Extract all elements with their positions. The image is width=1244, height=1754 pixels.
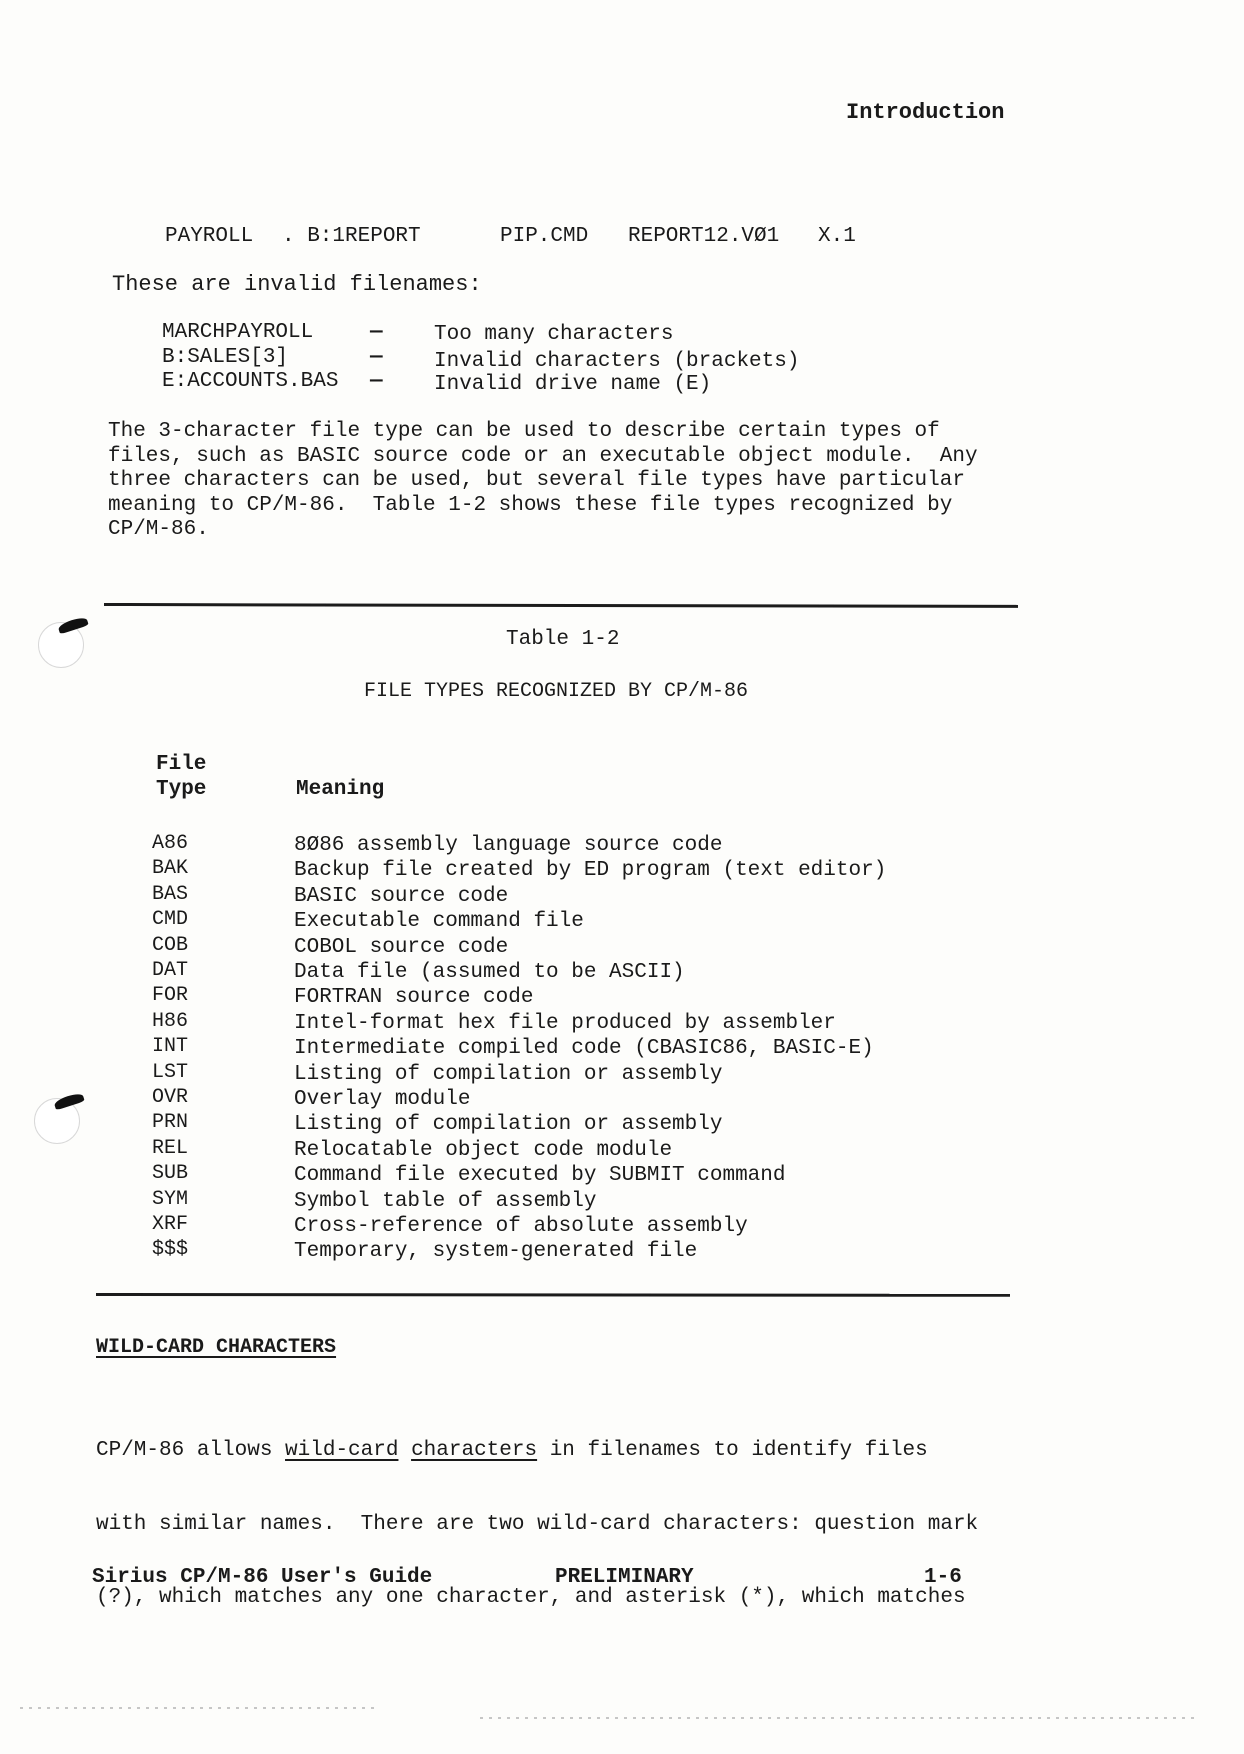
paragraph-line: (?), which matches any one character, and asterisk (*), which matches [96,1586,966,1609]
invalid-filename: MARCHPAYROLL [162,321,314,344]
file-type-meaning: Cross-reference of absolute assembly [294,1215,748,1238]
file-type-code: BAS [152,883,189,906]
defined-term: characters [411,1439,538,1462]
table-top-rule [104,603,1018,608]
paragraph-line: files, such as BASIC source code or an executable object module. Any [108,444,978,468]
footer-status: PRELIMINARY [555,1566,694,1589]
invalid-filename: B:SALES[3] [162,346,289,369]
file-type-code: INT [152,1035,189,1058]
dash-separator: — [370,346,383,369]
column-header-line: Type [156,778,207,801]
footer-guide-title: Sirius CP/M-86 User's Guide [92,1566,433,1589]
file-type-code: PRN [152,1111,189,1134]
dash-separator: — [370,370,383,393]
invalid-reason: Invalid drive name (E) [434,373,712,396]
file-type-code: REL [152,1137,189,1160]
file-type-code: FOR [152,984,189,1007]
file-type-code: COB [152,934,189,957]
file-type-code: LST [152,1061,189,1084]
paragraph-line: CP/M-86 allows wild-card characters in filenames to identify files [96,1439,928,1462]
column-header-meaning: Meaning [296,778,385,801]
file-type-meaning: Command file executed by SUBMIT command [294,1164,786,1187]
file-type-code: A86 [152,832,189,855]
file-type-meaning: Backup file created by ED program (text editor) [294,859,887,882]
file-type-meaning: Listing of compilation or assembly [294,1113,723,1136]
defined-term: wild-card [285,1439,399,1462]
valid-filename-example: . B:1REPORT [282,225,421,248]
file-type-code: $$$ [152,1238,189,1261]
file-type-meaning: Temporary, system-generated file [294,1240,698,1263]
file-type-code: BAK [152,857,189,880]
invalid-filenames-intro: These are invalid filenames: [112,272,482,297]
paragraph-line: with similar names. There are two wild-card characters: question mark [96,1512,979,1536]
file-type-code: OVR [152,1086,189,1109]
file-type-meaning: 8Ø86 assembly language source code [294,834,723,857]
section-heading: WILD-CARD CHARACTERS [96,1336,337,1359]
invalid-reason: Invalid characters (brackets) [434,350,800,373]
valid-filename-example: PAYROLL [165,225,254,248]
paragraph-line: The 3-character file type can be used to describe certain types of [108,420,940,443]
file-type-meaning: Listing of compilation or assembly [294,1063,723,1086]
valid-filename-example: REPORT12.VØ1 [628,225,780,248]
table-caption: Table 1-2 [506,628,620,651]
file-type-meaning: Executable command file [294,910,584,933]
valid-filename-example: PIP.CMD [500,225,589,248]
paragraph-line: meaning to CP/M-86. Table 1-2 shows these file types recognized by [108,493,953,517]
invalid-filename: E:ACCOUNTS.BAS [162,370,339,393]
file-type-meaning: COBOL source code [294,936,509,959]
file-type-code: SUB [152,1162,189,1185]
dash-separator: — [370,321,383,344]
running-header: Introduction [846,100,1005,125]
file-type-code: DAT [152,959,189,982]
file-type-paragraph [108,420,1008,543]
file-type-meaning: Data file (assumed to be ASCII) [294,961,685,984]
table-title: FILE TYPES RECOGNIZED BY CP/M-86 [364,680,749,703]
file-type-code: CMD [152,908,189,931]
column-header-file-type [156,752,206,802]
valid-filename-example: X.1 [818,225,856,248]
table-bottom-rule [96,1293,1010,1297]
paragraph-line: three characters can be used, but several file types have particular [108,469,965,492]
scan-noise [20,1707,380,1709]
file-type-code: H86 [152,1010,189,1033]
file-type-meaning: Symbol table of assembly [294,1190,597,1213]
wild-card-paragraph [96,1390,978,1660]
column-header-line: File [156,753,207,776]
file-type-meaning: BASIC source code [294,885,509,908]
file-type-code: SYM [152,1188,189,1211]
file-type-meaning: Overlay module [294,1088,471,1111]
file-type-meaning: Intermediate compiled code (CBASIC86, BASIC-E) [294,1037,874,1060]
file-type-meaning: Relocatable object code module [294,1139,673,1162]
file-type-meaning: FORTRAN source code [294,986,534,1009]
scan-noise [480,1717,1200,1719]
invalid-reason: Too many characters [434,323,674,346]
file-type-code: XRF [152,1213,189,1236]
file-type-meaning: Intel-format hex file produced by assembler [294,1012,836,1035]
page-number: 1-6 [924,1566,962,1589]
paragraph-line: CP/M-86. [108,518,209,541]
